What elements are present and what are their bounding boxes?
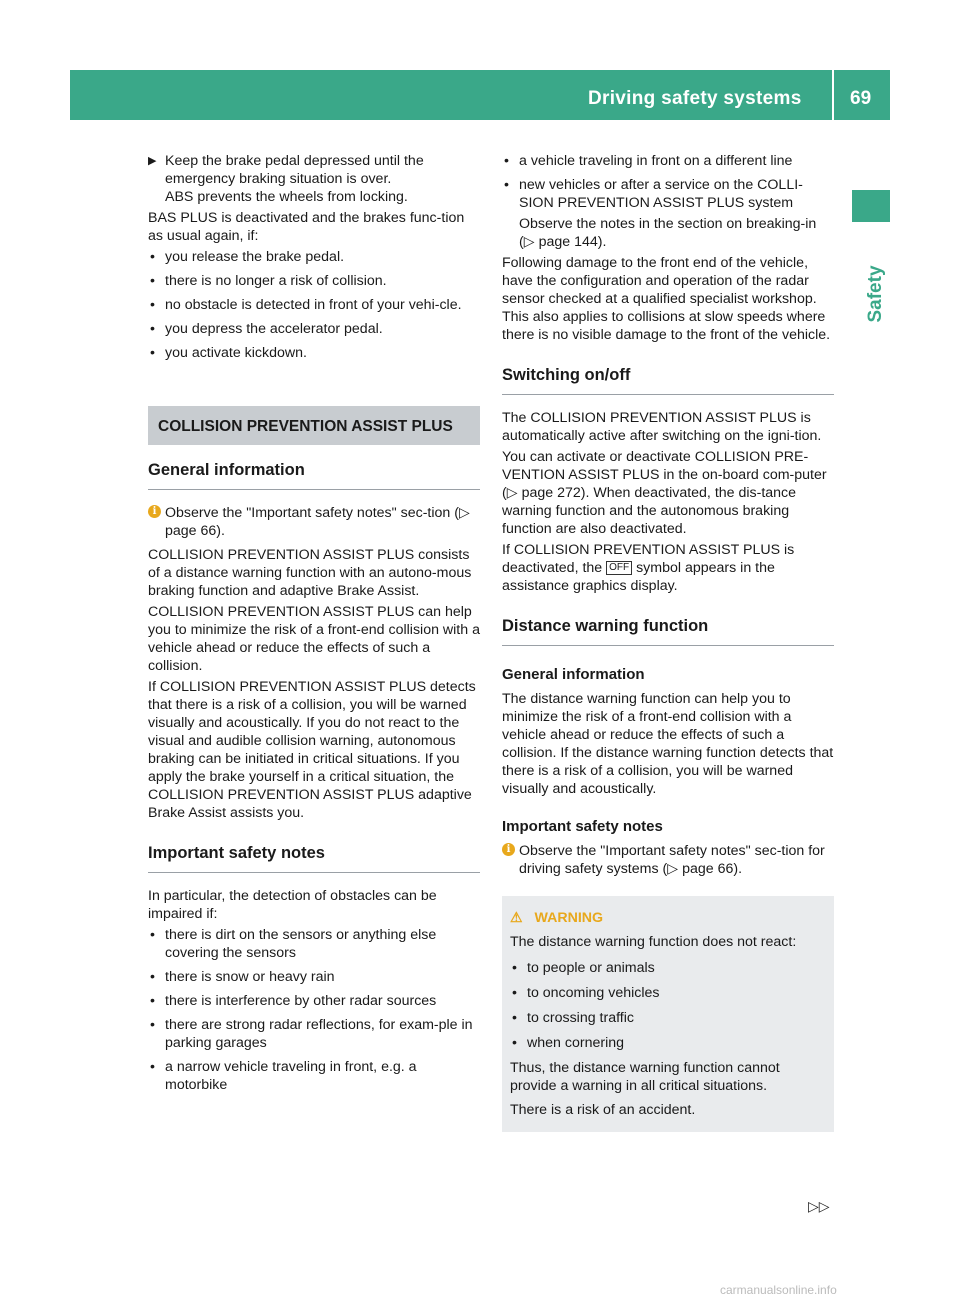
step-note: ABS prevents the wheels from locking. xyxy=(165,189,408,205)
warning-triangle-icon: ⚠ xyxy=(510,909,523,925)
paragraph: In particular, the detection of obstacles can be impaired if: xyxy=(148,888,437,922)
bullet-icon: • xyxy=(150,249,155,265)
list-item xyxy=(510,1009,826,1027)
bullet-icon: • xyxy=(150,993,155,1009)
list-item-text: there is interference by other radar sources xyxy=(165,993,437,1009)
list-item-text: there is dirt on the sensors or anything else covering the sensors xyxy=(165,927,437,961)
warning-text: Thus, the distance warning function cannot provide a warning in all critical situations. xyxy=(510,1060,780,1094)
heading-switching-on-off: Switching on/off xyxy=(502,366,834,395)
bullet-icon: • xyxy=(150,1017,155,1033)
bullet-icon: • xyxy=(150,321,155,337)
bullet-icon: • xyxy=(512,1035,517,1051)
list-item xyxy=(502,152,834,170)
paragraph: COLLISION PREVENTION ASSIST PLUS consists of a distance warning function with an autono-mous braking function and adaptive Brake Assist. xyxy=(148,547,472,599)
list-item xyxy=(148,344,480,362)
continue-icon: ▷▷ xyxy=(808,1198,830,1214)
list-item-note: Observe the notes in the section on breaking-in (▷ page 144). xyxy=(519,216,817,250)
info-icon: i xyxy=(148,505,161,518)
paragraph-text: If COLLISION PREVENTION ASSIST PLUS is deactivated, the xyxy=(502,542,795,576)
section-title-box: COLLISION PREVENTION ASSIST PLUS xyxy=(148,406,480,445)
bullet-icon: • xyxy=(504,177,509,193)
bullet-icon: • xyxy=(512,960,517,976)
side-tab-label: Safety xyxy=(865,265,886,323)
bullet-icon: • xyxy=(150,273,155,289)
paragraph: COLLISION PREVENTION ASSIST PLUS can help you to minimize the risk of a front-end collision with a vehicle ahead or reduce the effects of such a collision. xyxy=(148,604,480,674)
list-item-text: a vehicle traveling in front on a different line xyxy=(519,153,793,169)
info-note-text: Observe the "Important safety notes" sec-tion (▷ page 66). xyxy=(165,505,470,539)
info-note xyxy=(148,504,480,540)
paragraph: You can activate or deactivate COLLISION PRE-VENTION ASSIST PLUS in the on-board com-puter (▷ page 272). When deactivated, the dis-tance warning function and the autonomous braking function are also deactivated. xyxy=(502,449,827,537)
bullet-icon: • xyxy=(512,1010,517,1026)
info-note xyxy=(502,842,834,878)
list-item xyxy=(148,272,480,290)
list-item xyxy=(148,296,480,314)
side-tab-block xyxy=(852,190,890,222)
paragraph: BAS PLUS is deactivated and the brakes func-tion as usual again, if: xyxy=(148,210,465,244)
list-item-text: when cornering xyxy=(527,1035,625,1051)
bullet-icon: • xyxy=(150,969,155,985)
paragraph: Following damage to the front end of the vehicle, have the configuration and operation of the radar sensor checked at a qualified specialist workshop. This also applies to collisions at slow speeds where there is no visible damage to the front of the vehicle. xyxy=(502,255,831,343)
list-item xyxy=(510,959,826,977)
bullet-icon: • xyxy=(150,1059,155,1075)
heading-important-safety-notes: Important safety notes xyxy=(148,844,480,873)
left-column xyxy=(148,152,480,1100)
paragraph: If COLLISION PREVENTION ASSIST PLUS detects that there is a risk of a collision, you will be warned visually and acoustically. If you do not react to the visual and audible collision warning, autonomous braking can be initiated in critical situations. If you apply the brake yourself in a critical situation, the COLLISION PREVENTION ASSIST PLUS adaptive Brake Assist assists you. xyxy=(148,679,476,821)
paragraph xyxy=(502,541,834,595)
list-item-text: no obstacle is detected in front of your vehi-cle. xyxy=(165,297,462,313)
list-item-text: to oncoming vehicles xyxy=(527,985,660,1001)
list-item xyxy=(148,320,480,338)
list-item-text: to people or animals xyxy=(527,960,655,976)
list-item xyxy=(502,176,834,212)
info-icon: i xyxy=(502,843,515,856)
info-note-text: Observe the "Important safety notes" sec-tion for driving safety systems (▷ page 66). xyxy=(519,843,825,877)
list-item xyxy=(148,992,480,1010)
paragraph: The distance warning function can help you to minimize the risk of a front-end collision with a vehicle ahead or reduce the effects of such a collision. If the distance warning function detects that there is a risk of a collision, you will be warned visually and acoustically. xyxy=(502,691,834,797)
bullet-icon: • xyxy=(150,345,155,361)
watermark: carmanualsonline.info xyxy=(720,1283,837,1297)
bullet-list xyxy=(148,926,480,1094)
subheading-general-information: General information xyxy=(502,666,645,683)
list-item-text: you activate kickdown. xyxy=(165,345,307,361)
list-item-text: to crossing traffic xyxy=(527,1010,634,1026)
heading-general-information: General information xyxy=(148,461,480,490)
list-item xyxy=(510,984,826,1002)
list-item xyxy=(148,926,480,962)
list-item xyxy=(510,1034,826,1052)
list-item-text: new vehicles or after a service on the COLLI-SION PREVENTION ASSIST PLUS system xyxy=(519,177,803,211)
list-item xyxy=(148,1016,480,1052)
list-item xyxy=(148,1058,480,1094)
list-item-text: you depress the accelerator pedal. xyxy=(165,321,383,337)
collision-prevention-off-icon: OFF xyxy=(606,561,632,575)
warning-label: WARNING xyxy=(534,910,604,926)
list-item-text: there is snow or heavy rain xyxy=(165,969,335,985)
bullet-list xyxy=(148,248,480,362)
bullet-icon: • xyxy=(150,927,155,943)
list-item-text: there are strong radar reflections, for exam-ple in parking garages xyxy=(165,1017,473,1051)
list-item-text: you release the brake pedal. xyxy=(165,249,345,265)
warning-text: There is a risk of an accident. xyxy=(510,1102,696,1118)
paragraph: The COLLISION PREVENTION ASSIST PLUS is automatically active after switching on the igni-tion. xyxy=(502,410,822,444)
list-item-text: a narrow vehicle traveling in front, e.g. a motorbike xyxy=(165,1059,417,1093)
heading-distance-warning-function: Distance warning function xyxy=(502,617,834,646)
list-item-text: there is no longer a risk of collision. xyxy=(165,273,387,289)
subheading-important-safety-notes: Important safety notes xyxy=(502,818,663,835)
bullet-icon: • xyxy=(504,153,509,169)
warning-intro: The distance warning function does not react: xyxy=(510,934,797,950)
bullet-icon: • xyxy=(150,297,155,313)
bullet-icon: • xyxy=(512,985,517,1001)
step-text: Keep the brake pedal depressed until the emergency braking situation is over. xyxy=(165,153,424,187)
warning-header xyxy=(510,908,826,927)
header-divider xyxy=(832,70,834,120)
list-item xyxy=(148,248,480,266)
page-title: Driving safety systems xyxy=(588,88,802,109)
warning-box xyxy=(502,896,834,1132)
list-item xyxy=(148,968,480,986)
step-arrow-icon: ▶ xyxy=(148,155,157,167)
step-item xyxy=(148,152,480,206)
paragraph-text: symbol appears in the assistance graphics display. xyxy=(502,560,775,594)
right-column xyxy=(502,152,834,1132)
page-number: 69 xyxy=(850,88,872,109)
